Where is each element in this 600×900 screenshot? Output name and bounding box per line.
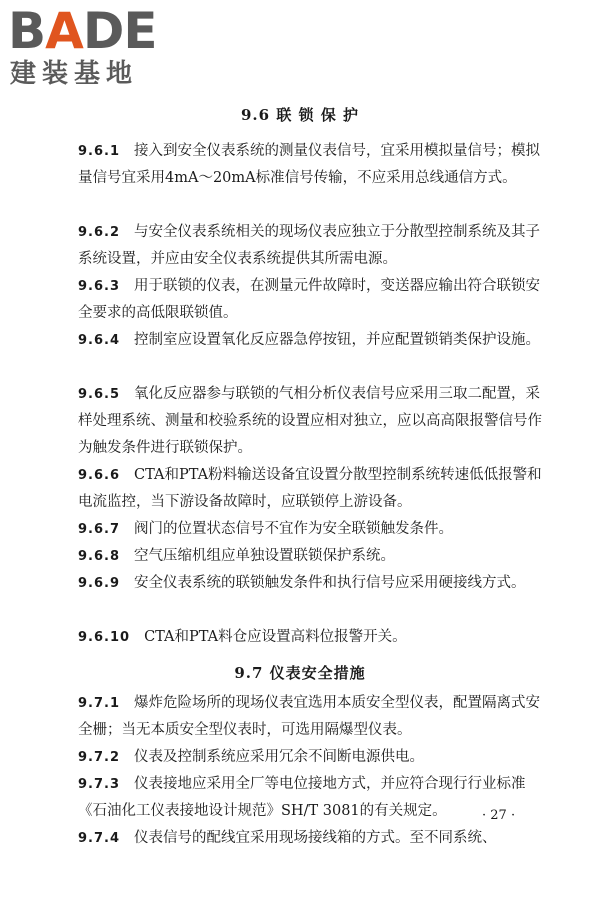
clause-text: 接入到安全仪表系统的测量仪表信号，宜采用模拟量信号；模拟量信号宜采用4mA～20mA标准信号传输，不应采用总线通信方式。: [78, 143, 541, 186]
clause-9-7-3: [78, 771, 552, 825]
bade-logo: [8, 2, 178, 90]
clause-9-6-3: [78, 273, 552, 327]
clause-text: 阀门的位置状态信号不宜作为安全联锁触发条件。: [134, 521, 454, 537]
logo-wordmark: BADE: [8, 2, 157, 60]
section-heading-9-6: 9.6 联 锁 保 护: [241, 106, 359, 124]
clause-9-6-2: [78, 219, 552, 273]
clause-text: 控制室应设置氧化反应器急停按钮，并应配置锁销类保护设施。: [134, 332, 541, 348]
clause-number: 9.7.3: [78, 777, 121, 792]
clause-9-7-2: [78, 744, 552, 771]
clause-9-6-8: [78, 543, 552, 570]
section-heading-9-7: 9.7 仪表安全措施: [234, 664, 366, 682]
clause-number: 9.7.2: [78, 750, 121, 765]
clause-number: 9.6.5: [78, 387, 121, 402]
clause-number: 9.6.6: [78, 468, 121, 483]
clause-text: 仪表接地应采用全厂等电位接地方式，并应符合现行行业标准《石油化工仪表接地设计规范》SH/T 3081的有关规定。: [78, 776, 526, 819]
page-number: · 27 ·: [482, 808, 516, 823]
clause-number: 9.6.8: [78, 549, 121, 564]
logo-subtitle: 建装基地: [10, 59, 139, 89]
clause-9-7-1: [78, 690, 552, 744]
clause-text: 仪表信号的配线宜采用现场接线箱的方式。至不同系统、: [134, 830, 497, 846]
clause-text: 爆炸危险场所的现场仪表宜选用本质安全型仪表，配置隔离式安全栅；当无本质安全型仪表时，可选用隔爆型仪表。: [78, 695, 541, 738]
clause-number: 9.6.4: [78, 333, 121, 348]
clause-text: 安全仪表系统的联锁触发条件和执行信号应采用硬接线方式。: [134, 575, 526, 591]
clause-9-6-7: [78, 516, 552, 543]
clause-9-6-10: [78, 624, 552, 651]
clause-9-7-4: [78, 825, 552, 852]
clause-text: 与安全仪表系统相关的现场仪表应独立于分散型控制系统及其子系统设置，并应由安全仪表系统提供其所需电源。: [78, 224, 541, 267]
clause-number: 9.7.4: [78, 831, 121, 846]
clause-text: 空气压缩机组应单独设置联锁保护系统。: [134, 548, 396, 564]
clause-text: 氧化反应器参与联锁的气相分析仪表信号应采用三取二配置，采样处理系统、测量和校验系统的设置应相对独立，应以高高限报警信号作为触发条件进行联锁保护。: [78, 386, 542, 456]
clause-number: 9.7.1: [78, 696, 121, 711]
clause-text: 用于联锁的仪表，在测量元件故障时，变送器应输出符合联锁安全要求的高低限联锁值。: [78, 278, 541, 321]
clause-number: 9.6.9: [78, 576, 121, 591]
clause-number: 9.6.2: [78, 225, 121, 240]
clause-number: 9.6.3: [78, 279, 121, 294]
clause-9-6-6: [78, 462, 552, 516]
clause-9-6-9: [78, 570, 552, 597]
clause-9-6-4: [78, 327, 552, 354]
clause-9-6-1: [78, 138, 552, 192]
clause-number: 9.6.1: [78, 144, 121, 159]
clause-9-6-5: [78, 381, 552, 462]
clause-text: 仪表及控制系统应采用冗余不间断电源供电。: [134, 749, 425, 765]
clause-number: 9.6.7: [78, 522, 121, 537]
clause-text: CTA和PTA料仓应设置高料位报警开关。: [144, 629, 407, 645]
clause-number: 9.6.10: [78, 630, 131, 645]
clause-text: CTA和PTA粉料输送设备宜设置分散型控制系统转速低低报警和电流监控，当下游设备故障时，应联锁停上游设备。: [78, 467, 542, 510]
